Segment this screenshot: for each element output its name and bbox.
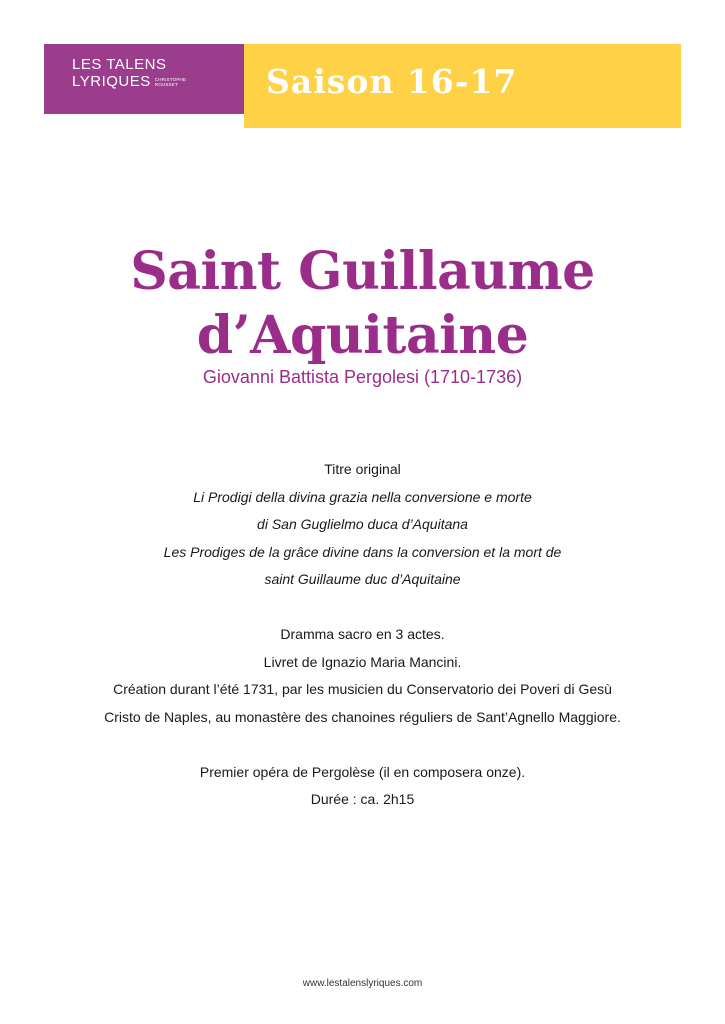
logo-line1: LES TALENS <box>72 56 167 73</box>
original-title-label: Titre original <box>324 461 401 477</box>
duration-note: Durée : ca. 2h15 <box>310 791 415 807</box>
genre-text: Dramma sacro en 3 actes. <box>280 626 445 642</box>
original-title-french-2: saint Guillaume duc d’Aquitaine <box>264 571 461 587</box>
brand-logo <box>44 44 244 114</box>
libretto-text: Livret de Ignazio Maria Mancini. <box>263 653 462 670</box>
composer-name: Giovanni Battista Pergolesi (1710-1736) <box>202 367 523 387</box>
season-label: Saison 16-17 <box>266 62 518 101</box>
logo-subtitle <box>155 77 186 87</box>
work-details <box>0 456 725 814</box>
logo-line2-row <box>72 73 244 90</box>
original-title-italian-1: Li Prodigi della divina grazia nella conversione e morte <box>193 488 532 505</box>
logo-sub2: ROUSSET <box>154 81 178 87</box>
page-title <box>0 240 725 368</box>
original-title-italian-2: di San Guglielmo duca d’Aquitana <box>257 516 468 532</box>
first-opera-note: Premier opéra de Pergolèse (il en composera onze). <box>199 763 526 780</box>
logo-line2: LYRIQUES <box>72 73 151 90</box>
title-line2: d’Aquitaine <box>196 305 529 366</box>
logo-sub1: CHRISTOPHE <box>154 76 187 82</box>
spacer <box>0 594 725 622</box>
creation-text-1: Création durant l’été 1731, par les musicien du Conservatorio dei Poveri di Gesù <box>113 681 612 697</box>
creation-text-2: Cristo de Naples, au monastère des chanoines réguliers de Sant’Agnello Maggiore. <box>104 708 621 725</box>
original-title-french-1: Les Prodiges de la grâce divine dans la conversion et la mort de <box>163 543 562 560</box>
season-banner <box>244 44 681 128</box>
title-line1: Saint Guillaume <box>130 241 595 302</box>
spacer <box>0 731 725 759</box>
website-link[interactable]: www.lestalenslyriques.com <box>302 978 423 989</box>
